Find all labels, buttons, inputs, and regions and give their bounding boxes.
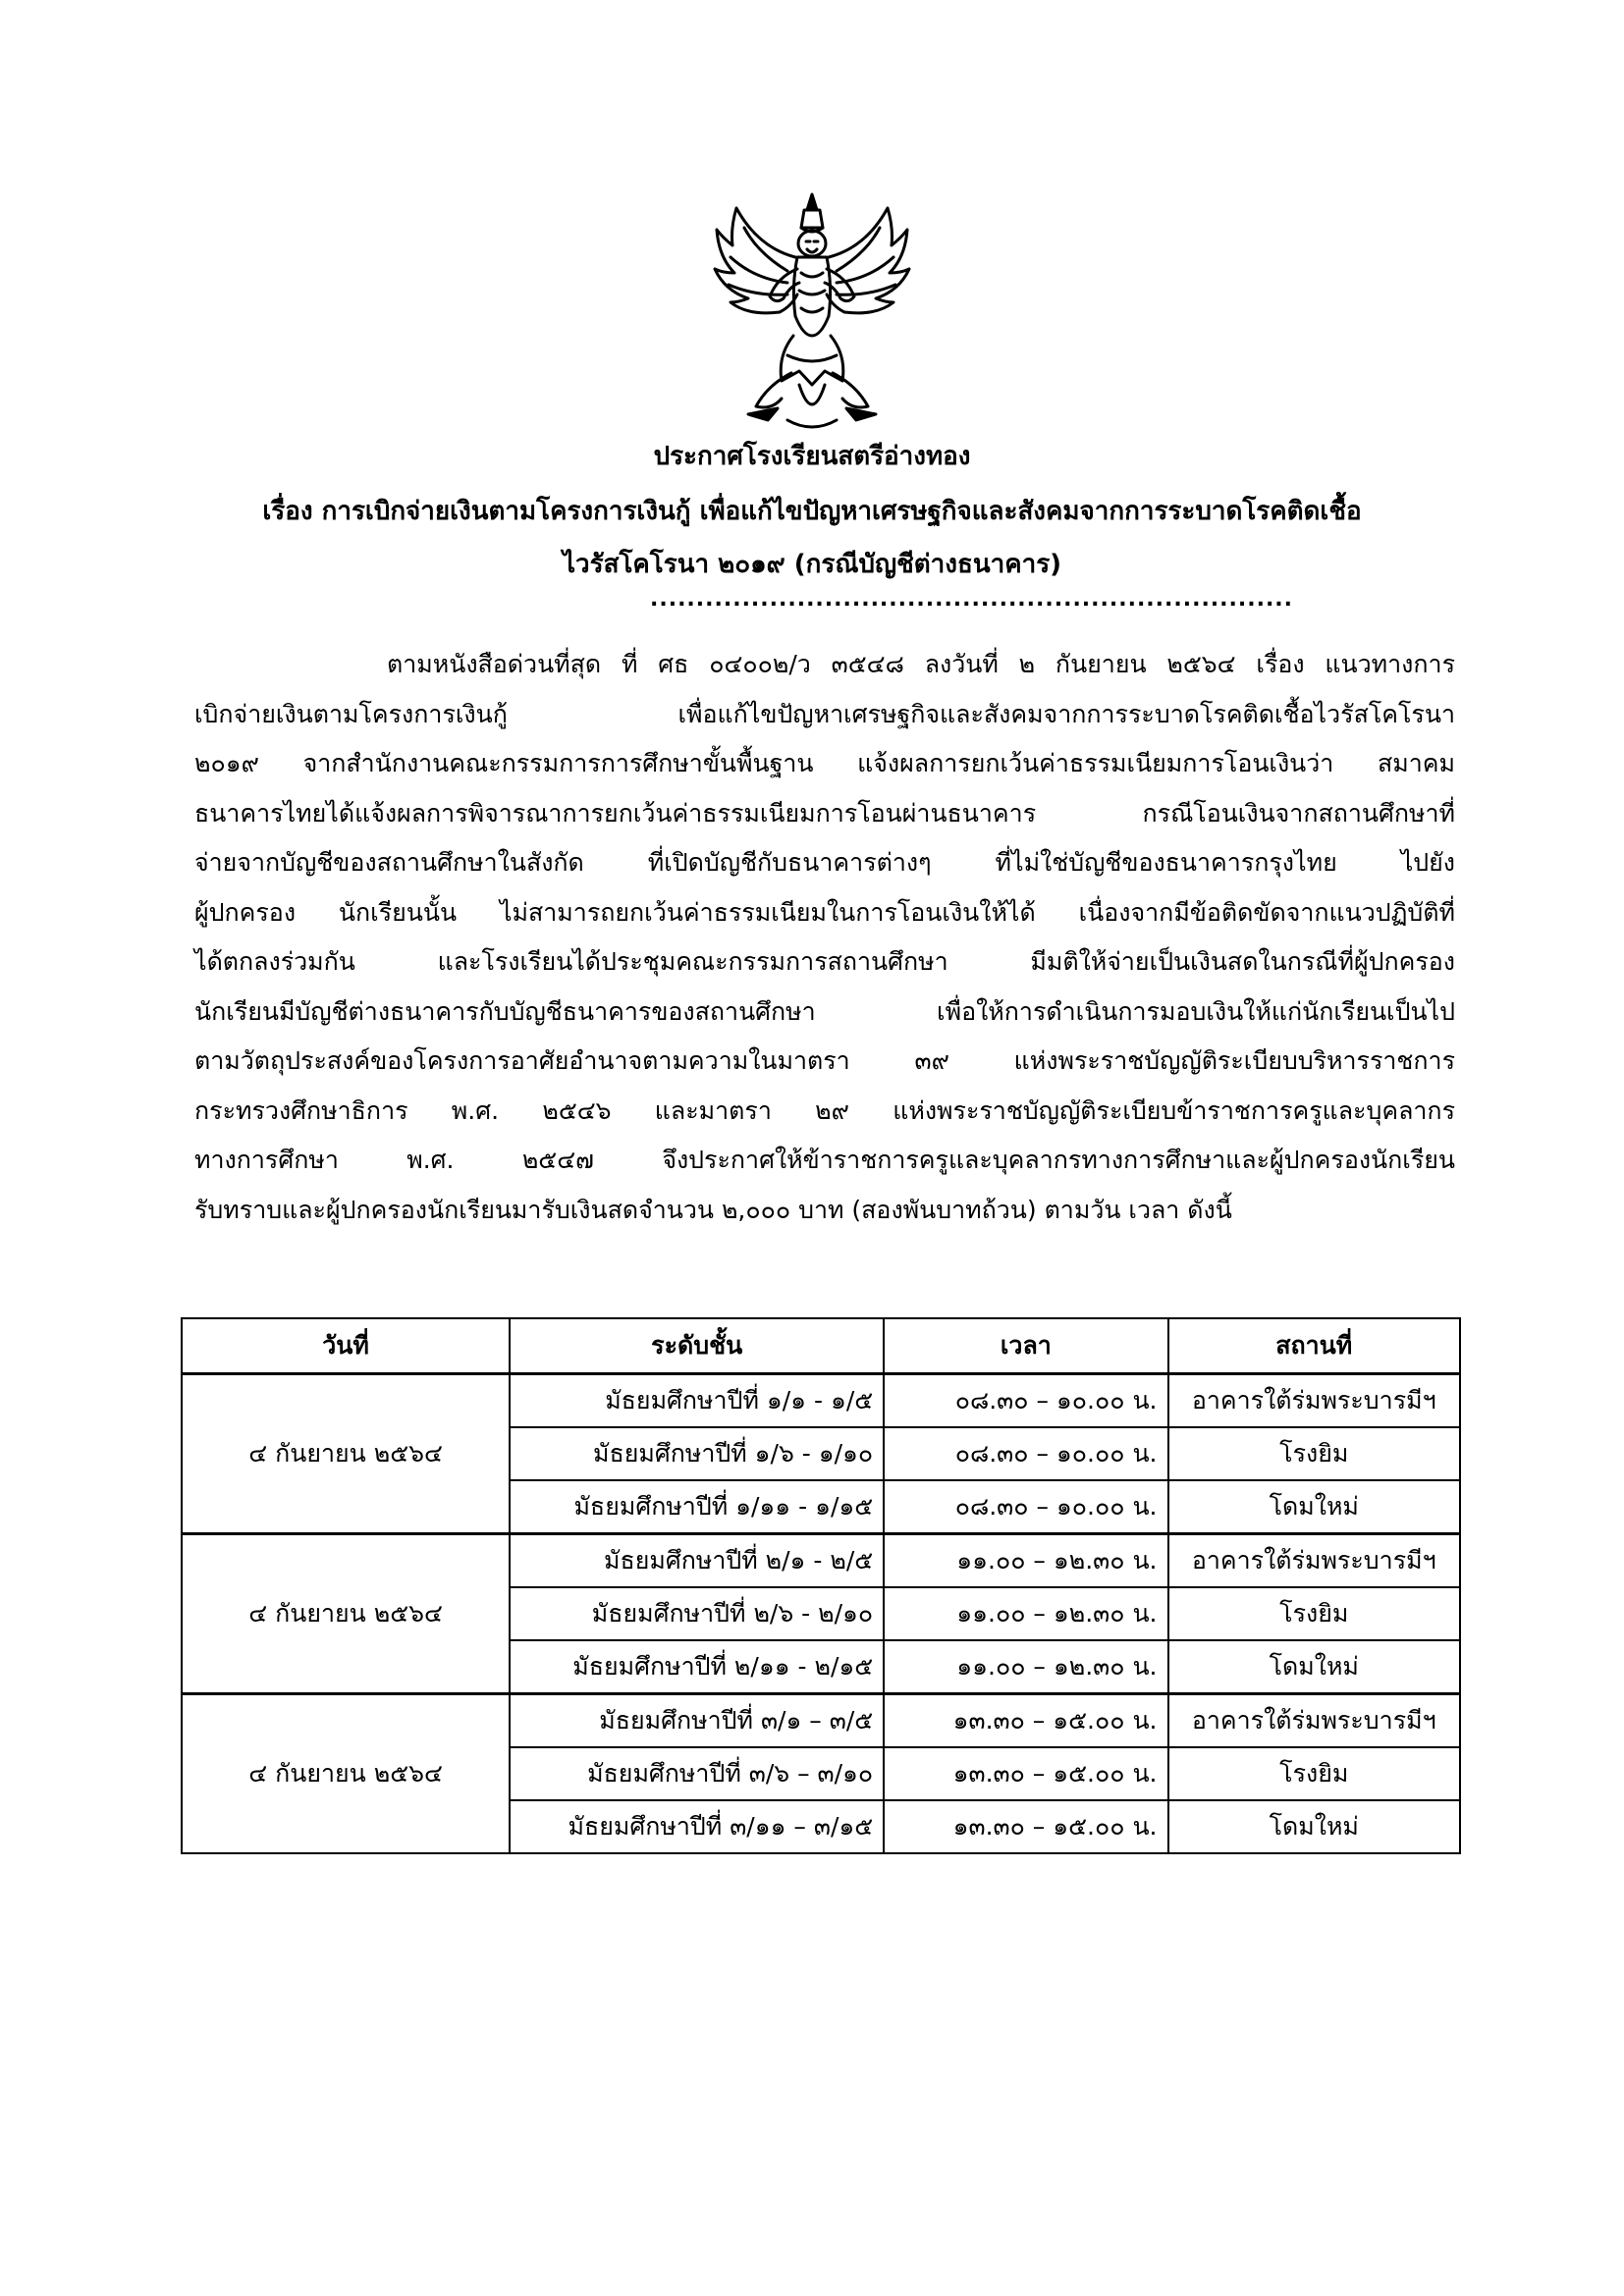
body-line: ได้ตกลงร่วมกัน และโรงเรียนได้ประชุมคณะกรรมการสถานศึกษา มีมติให้จ่ายเป็นเงินสดในกรณีที่ผู้ปกครอง (194, 947, 1455, 976)
body-line: ตามหนังสือด่วนที่สุด ที่ ศธ ๐๔๐๐๒/ว ๓๕๔๘ ลงวันที่ ๒ กันยายน ๒๕๖๔ เรื่อง แนวทางการ (387, 650, 1455, 678)
level-cell: มัธยมศึกษาปีที่ ๑/๖ - ๑/๑๐ (510, 1427, 884, 1480)
table-header-row (182, 1318, 1460, 1374)
time-cell: ๑๓.๓๐ – ๑๕.๐๐ น. (884, 1747, 1167, 1800)
time-cell: ๑๓.๓๐ – ๑๕.๐๐ น. (884, 1694, 1167, 1748)
date-cell: ๔ กันยายน ๒๕๖๔ (182, 1534, 510, 1694)
table-row (182, 1534, 1460, 1588)
body-line: ตามวัตถุประสงค์ของโครงการอาศัยอำนาจตามความในมาตรา ๓๙ แห่งพระราชบัญญัติระเบียบบริหารราชการ (194, 1046, 1455, 1075)
header-place: สถานที่ (1168, 1318, 1461, 1374)
level-cell: มัธยมศึกษาปีที่ ๓/๑ – ๓/๕ (510, 1694, 884, 1748)
body-line: รับทราบและผู้ปกครองนักเรียนมารับเงินสดจำนวน ๒,๐๐๐ บาท (สองพันบาทถ้วน) ตามวัน เวลา ดังนี้ (194, 1195, 1232, 1224)
body-line: ธนาคารไทยได้แจ้งผลการพิจารณาการยกเว้นค่าธรรมเนียมการโอนผ่านธนาคาร กรณีโอนเงินจากสถานศึกษาที่ (194, 798, 1455, 828)
place-cell: อาคารใต้ร่มพระบารมีฯ (1168, 1374, 1461, 1428)
garuda-emblem-icon (709, 188, 915, 434)
time-cell: ๐๘.๓๐ – ๑๐.๐๐ น. (884, 1374, 1167, 1428)
time-cell: ๑๑.๐๐ – ๑๒.๓๐ น. (884, 1640, 1167, 1694)
place-cell: โรงยิม (1168, 1587, 1461, 1640)
level-cell: มัธยมศึกษาปีที่ ๑/๑๑ - ๑/๑๕ (510, 1480, 884, 1534)
place-cell: โรงยิม (1168, 1427, 1461, 1480)
body-line: กระทรวงศึกษาธิการ พ.ศ. ๒๕๔๖ และมาตรา ๒๙ แห่งพระราชบัญญัติระเบียบข้าราชการครูและบุคลากร (194, 1095, 1455, 1125)
time-cell: ๐๘.๓๐ – ๑๐.๐๐ น. (884, 1427, 1167, 1480)
header-time: เวลา (884, 1318, 1167, 1374)
time-cell: ๐๘.๓๐ – ๑๐.๐๐ น. (884, 1480, 1167, 1534)
date-cell: ๔ กันยายน ๒๕๖๔ (182, 1374, 510, 1534)
announcement-body (194, 640, 1455, 1235)
body-line: ผู้ปกครอง นักเรียนนั้น ไม่สามารถยกเว้นค่าธรรมเนียมในการโอนเงินให้ได้ เนื่องจากมีข้อติดขัดจากแนวปฏิบัติที่ (194, 897, 1455, 927)
header-date: วันที่ (182, 1318, 510, 1374)
level-cell: มัธยมศึกษาปีที่ ๒/๖ - ๒/๑๐ (510, 1587, 884, 1640)
announcement-subject-line-2: ไวรัสโคโรนา ๒๐๑๙ (กรณีบัญชีต่างธนาคาร) (562, 550, 1062, 579)
body-line: เบิกจ่ายเงินตามโครงการเงินกู้ เพื่อแก้ไขปัญหาเศรษฐกิจและสังคมจากการระบาดโรคติดเชื้อไวรัสโคโรนา (194, 699, 1455, 728)
place-cell: อาคารใต้ร่มพระบารมีฯ (1168, 1534, 1461, 1588)
announcement-title: ประกาศโรงเรียนสตรีอ่างทอง (653, 442, 971, 471)
place-cell: อาคารใต้ร่มพระบารมีฯ (1168, 1694, 1461, 1748)
body-line: ทางการศึกษา พ.ศ. ๒๕๔๗ จึงประกาศให้ข้าราชการครูและบุคลากรทางการศึกษาและผู้ปกครองนักเรียน (194, 1146, 1455, 1174)
time-cell: ๑๑.๐๐ – ๑๒.๓๐ น. (884, 1534, 1167, 1588)
level-cell: มัธยมศึกษาปีที่ ๒/๑ - ๒/๕ (510, 1534, 884, 1588)
body-line: ๒๐๑๙ จากสำนักงานคณะกรรมการการศึกษาขั้นพื้นฐาน แจ้งผลการยกเว้นค่าธรรมเนียมการโอนเงินว่า สมาคม (194, 749, 1455, 777)
body-line: นักเรียนมีบัญชีต่างธนาคารกับบัญชีธนาคารของสถานศึกษา เพื่อให้การดำเนินการมอบเงินให้แก่นักเรียนเป็นไป (194, 996, 1455, 1026)
header-level: ระดับชั้น (510, 1318, 884, 1374)
place-cell: โรงยิม (1168, 1747, 1461, 1800)
level-cell: มัธยมศึกษาปีที่ ๑/๑ - ๑/๕ (510, 1374, 884, 1428)
table-row (182, 1694, 1460, 1748)
separator-dots: ...................................................................... (650, 587, 1294, 612)
place-cell: โดมใหม่ (1168, 1640, 1461, 1694)
level-cell: มัธยมศึกษาปีที่ ๒/๑๑ - ๒/๑๕ (510, 1640, 884, 1694)
place-cell: โดมใหม่ (1168, 1800, 1461, 1853)
time-cell: ๑๑.๐๐ – ๑๒.๓๐ น. (884, 1587, 1167, 1640)
level-cell: มัธยมศึกษาปีที่ ๓/๖ – ๓/๑๐ (510, 1747, 884, 1800)
date-cell: ๔ กันยายน ๒๕๖๔ (182, 1694, 510, 1854)
body-line: จ่ายจากบัญชีของสถานศึกษาในสังกัด ที่เปิดบัญชีกับธนาคารต่างๆ ที่ไม่ใช่บัญชีของธนาคารกรุงไทย ไปยัง (194, 848, 1455, 877)
place-cell: โดมใหม่ (1168, 1480, 1461, 1534)
schedule-table (181, 1317, 1461, 1854)
time-cell: ๑๓.๓๐ – ๑๕.๐๐ น. (884, 1800, 1167, 1853)
announcement-subject-line-1: เรื่อง การเบิกจ่ายเงินตามโครงการเงินกู้ เพื่อแก้ไขปัญหาเศรษฐกิจและสังคมจากการระบาดโรคติดเชื้อ (262, 497, 1362, 526)
level-cell: มัธยมศึกษาปีที่ ๓/๑๑ – ๓/๑๕ (510, 1800, 884, 1853)
table-row (182, 1374, 1460, 1428)
